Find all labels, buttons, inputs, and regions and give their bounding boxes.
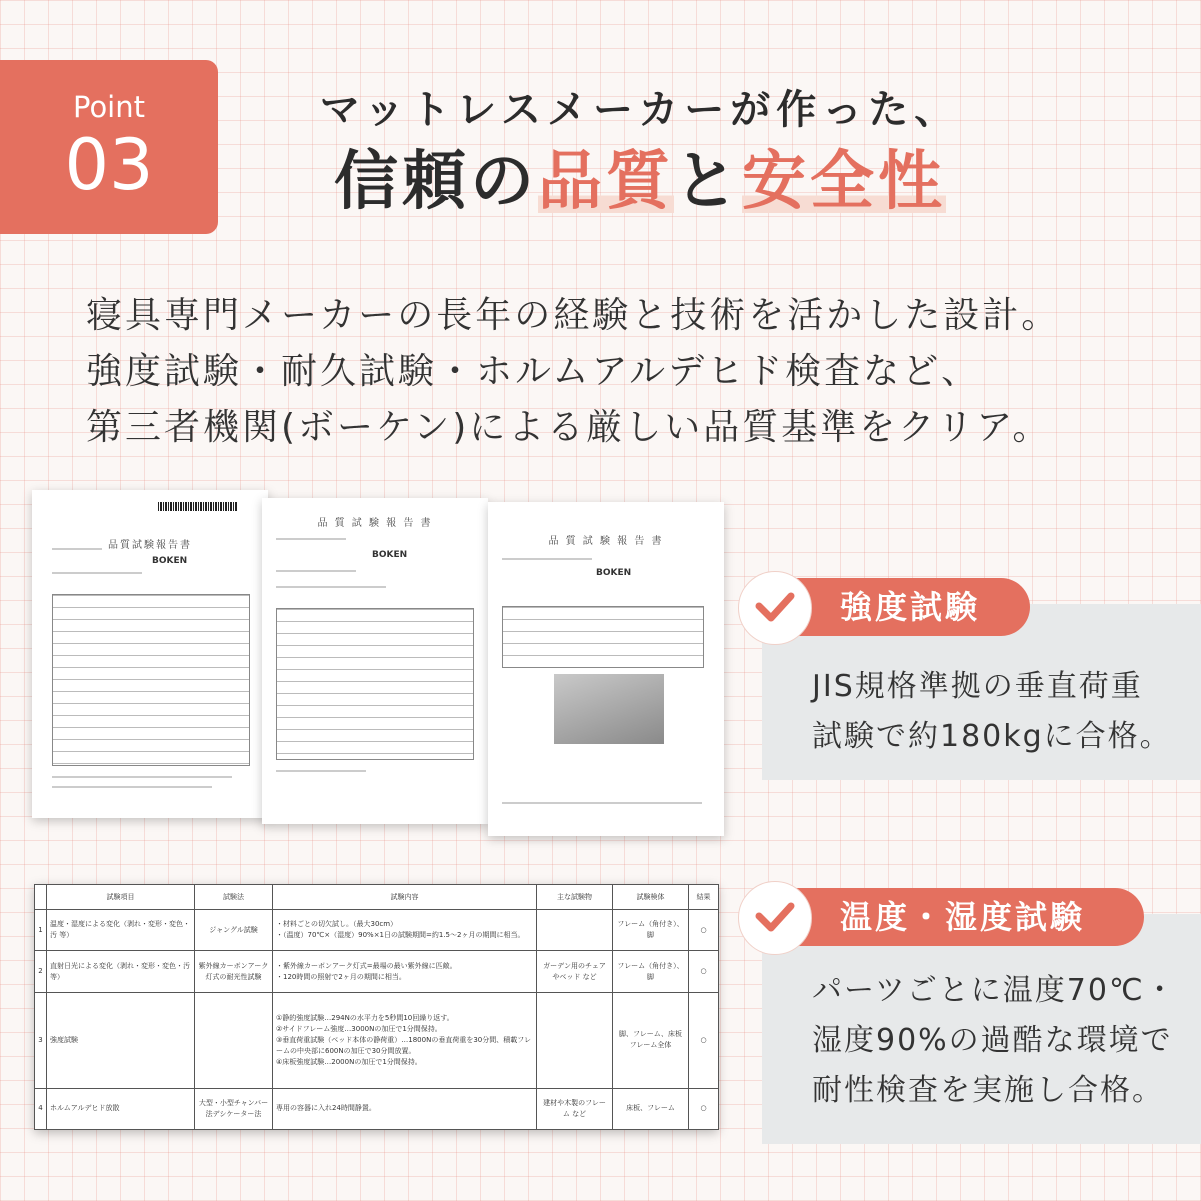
table-row xyxy=(35,910,719,951)
table-cell: 専用の容器に入れ24時間静置。 xyxy=(273,1088,537,1129)
table-cell: ○ xyxy=(689,910,719,951)
table-cell: 2 xyxy=(35,951,47,992)
table-cell: ガーデン用のチェアやベッド など xyxy=(537,951,613,992)
table-cell: 4 xyxy=(35,1088,47,1129)
headline-line1: マットレスメーカーが作った、 xyxy=(319,87,961,133)
intro-paragraph xyxy=(86,288,1146,456)
table-cell: フレーム（角付き）、脚 xyxy=(613,951,689,992)
strength-test-title-pill xyxy=(744,578,1030,636)
report-document-1 xyxy=(32,490,268,818)
table-cell xyxy=(537,992,613,1088)
table-header-cell: 結果 xyxy=(689,885,719,910)
table-cell xyxy=(195,992,273,1088)
table-cell: 床板、フレーム xyxy=(613,1088,689,1129)
report-document-2 xyxy=(262,498,488,824)
strength-test-description xyxy=(812,662,1172,762)
document-org-logo: BOKEN xyxy=(596,568,632,578)
table-cell: フレーム（角付き）、脚 xyxy=(613,910,689,951)
description-line: 耐性検査を実施し合格。 xyxy=(812,1073,1164,1108)
barcode xyxy=(158,502,238,511)
table-header-cell: 試験検体 xyxy=(613,885,689,910)
document-org-logo: BOKEN xyxy=(372,550,408,560)
headline-text-safety: 安全性 xyxy=(742,145,946,219)
table-header-cell: 試験法 xyxy=(195,885,273,910)
table-cell: 脚、フレーム、床板フレーム全体 xyxy=(613,992,689,1088)
table-cell: 温度・湿度による変化（剥れ・変形・変色・汚 等） xyxy=(47,910,195,951)
check-icon xyxy=(738,571,812,645)
table-row xyxy=(35,951,719,992)
headline-line2 xyxy=(290,130,990,222)
document-title: 品 質 試 験 報 告 書 xyxy=(317,518,433,529)
description-line: 試験で約180kgに合格。 xyxy=(812,719,1172,754)
table-cell: ・紫外線カーボンアーク灯式=最場の最い紫外線に匹敵。 ・120時間の照射で2ヶ月の期間に相当。 xyxy=(273,951,537,992)
document-title: 品質試験報告書 xyxy=(108,540,192,551)
intro-line: 強度試験・耐久試験・ホルムアルデヒド検査など、 xyxy=(86,351,981,392)
description-line: 湿度90%の過酷な環境で xyxy=(812,1023,1173,1058)
table-row xyxy=(35,992,719,1088)
description-line: JIS規格準拠の垂直荷重 xyxy=(812,669,1143,704)
document-org-logo: BOKEN xyxy=(152,556,188,566)
table-cell: 建材や木製のフレーム など xyxy=(537,1088,613,1129)
table-cell: 直射日光による変化（剥れ・変形・変色・汚 等） xyxy=(47,951,195,992)
document-title: 品 質 試 験 報 告 書 xyxy=(548,536,664,547)
table-cell: 大型・小型チャンバー法デシケーター法 xyxy=(195,1088,273,1129)
table-cell: 3 xyxy=(35,992,47,1088)
report-document-3 xyxy=(488,502,724,836)
table-cell: ・材料ごとの切欠試し。（最大30cm） ・（温度）70℃×（湿度）90%×1日の試験期間=約1.5～2ヶ月の期間に相当。 xyxy=(273,910,537,951)
document-table xyxy=(52,594,250,766)
intro-line: 寝具専門メーカーの長年の経験と技術を活かした設計。 xyxy=(86,295,1061,336)
humidity-test-description xyxy=(812,966,1177,1116)
humidity-test-title-pill xyxy=(744,888,1144,946)
table-cell: 紫外線カーボンアーク灯式の耐光性試験 xyxy=(195,951,273,992)
badge-label: Point xyxy=(72,90,145,124)
bed-frame-photo xyxy=(554,674,664,744)
table-cell: ジャングル試験 xyxy=(195,910,273,951)
table-header-row xyxy=(35,885,719,910)
point-badge xyxy=(0,60,218,234)
document-table xyxy=(276,608,474,760)
intro-line: 第三者機関(ボーケン)による厳しい品質基準をクリア。 xyxy=(86,407,1052,448)
table-row xyxy=(35,1088,719,1129)
table-header-cell xyxy=(35,885,47,910)
table-cell: ○ xyxy=(689,992,719,1088)
document-table xyxy=(502,606,704,668)
table-cell: 1 xyxy=(35,910,47,951)
badge-number: 03 xyxy=(64,124,154,206)
table-cell: ①静的強度試験…294Nの水平力を5秒間10回繰り返す。 ②サイドフレーム強度…3000Nの加圧で1分間保持。 ③垂直荷重試験（ベッド本体の静荷重）…1800Nの垂直荷重を30分間、積載フレームの中央部に600Nの加圧で30分間放置。 ④床板強度試験…2000Nの加圧で1分間保持。 xyxy=(273,992,537,1088)
test-summary-table xyxy=(34,884,718,1130)
table-cell: ホルムアルデヒド放散 xyxy=(47,1088,195,1129)
check-icon xyxy=(738,881,812,955)
table-cell: ○ xyxy=(689,951,719,992)
table-header-cell: 試験内容 xyxy=(273,885,537,910)
headline-text-trust: 信頼の xyxy=(334,145,538,219)
headline-text-and: と xyxy=(674,145,742,219)
table-header-cell: 試験項目 xyxy=(47,885,195,910)
table-cell: ○ xyxy=(689,1088,719,1129)
table-cell: 強度試験 xyxy=(47,992,195,1088)
table-header-cell: 主な試験物 xyxy=(537,885,613,910)
table-cell xyxy=(537,910,613,951)
strength-test-title: 強度試験 xyxy=(840,588,981,626)
description-line: パーツごとに温度70℃・ xyxy=(812,973,1177,1008)
headline-text-quality: 品質 xyxy=(538,145,674,219)
humidity-test-title: 温度・湿度試験 xyxy=(840,898,1086,936)
